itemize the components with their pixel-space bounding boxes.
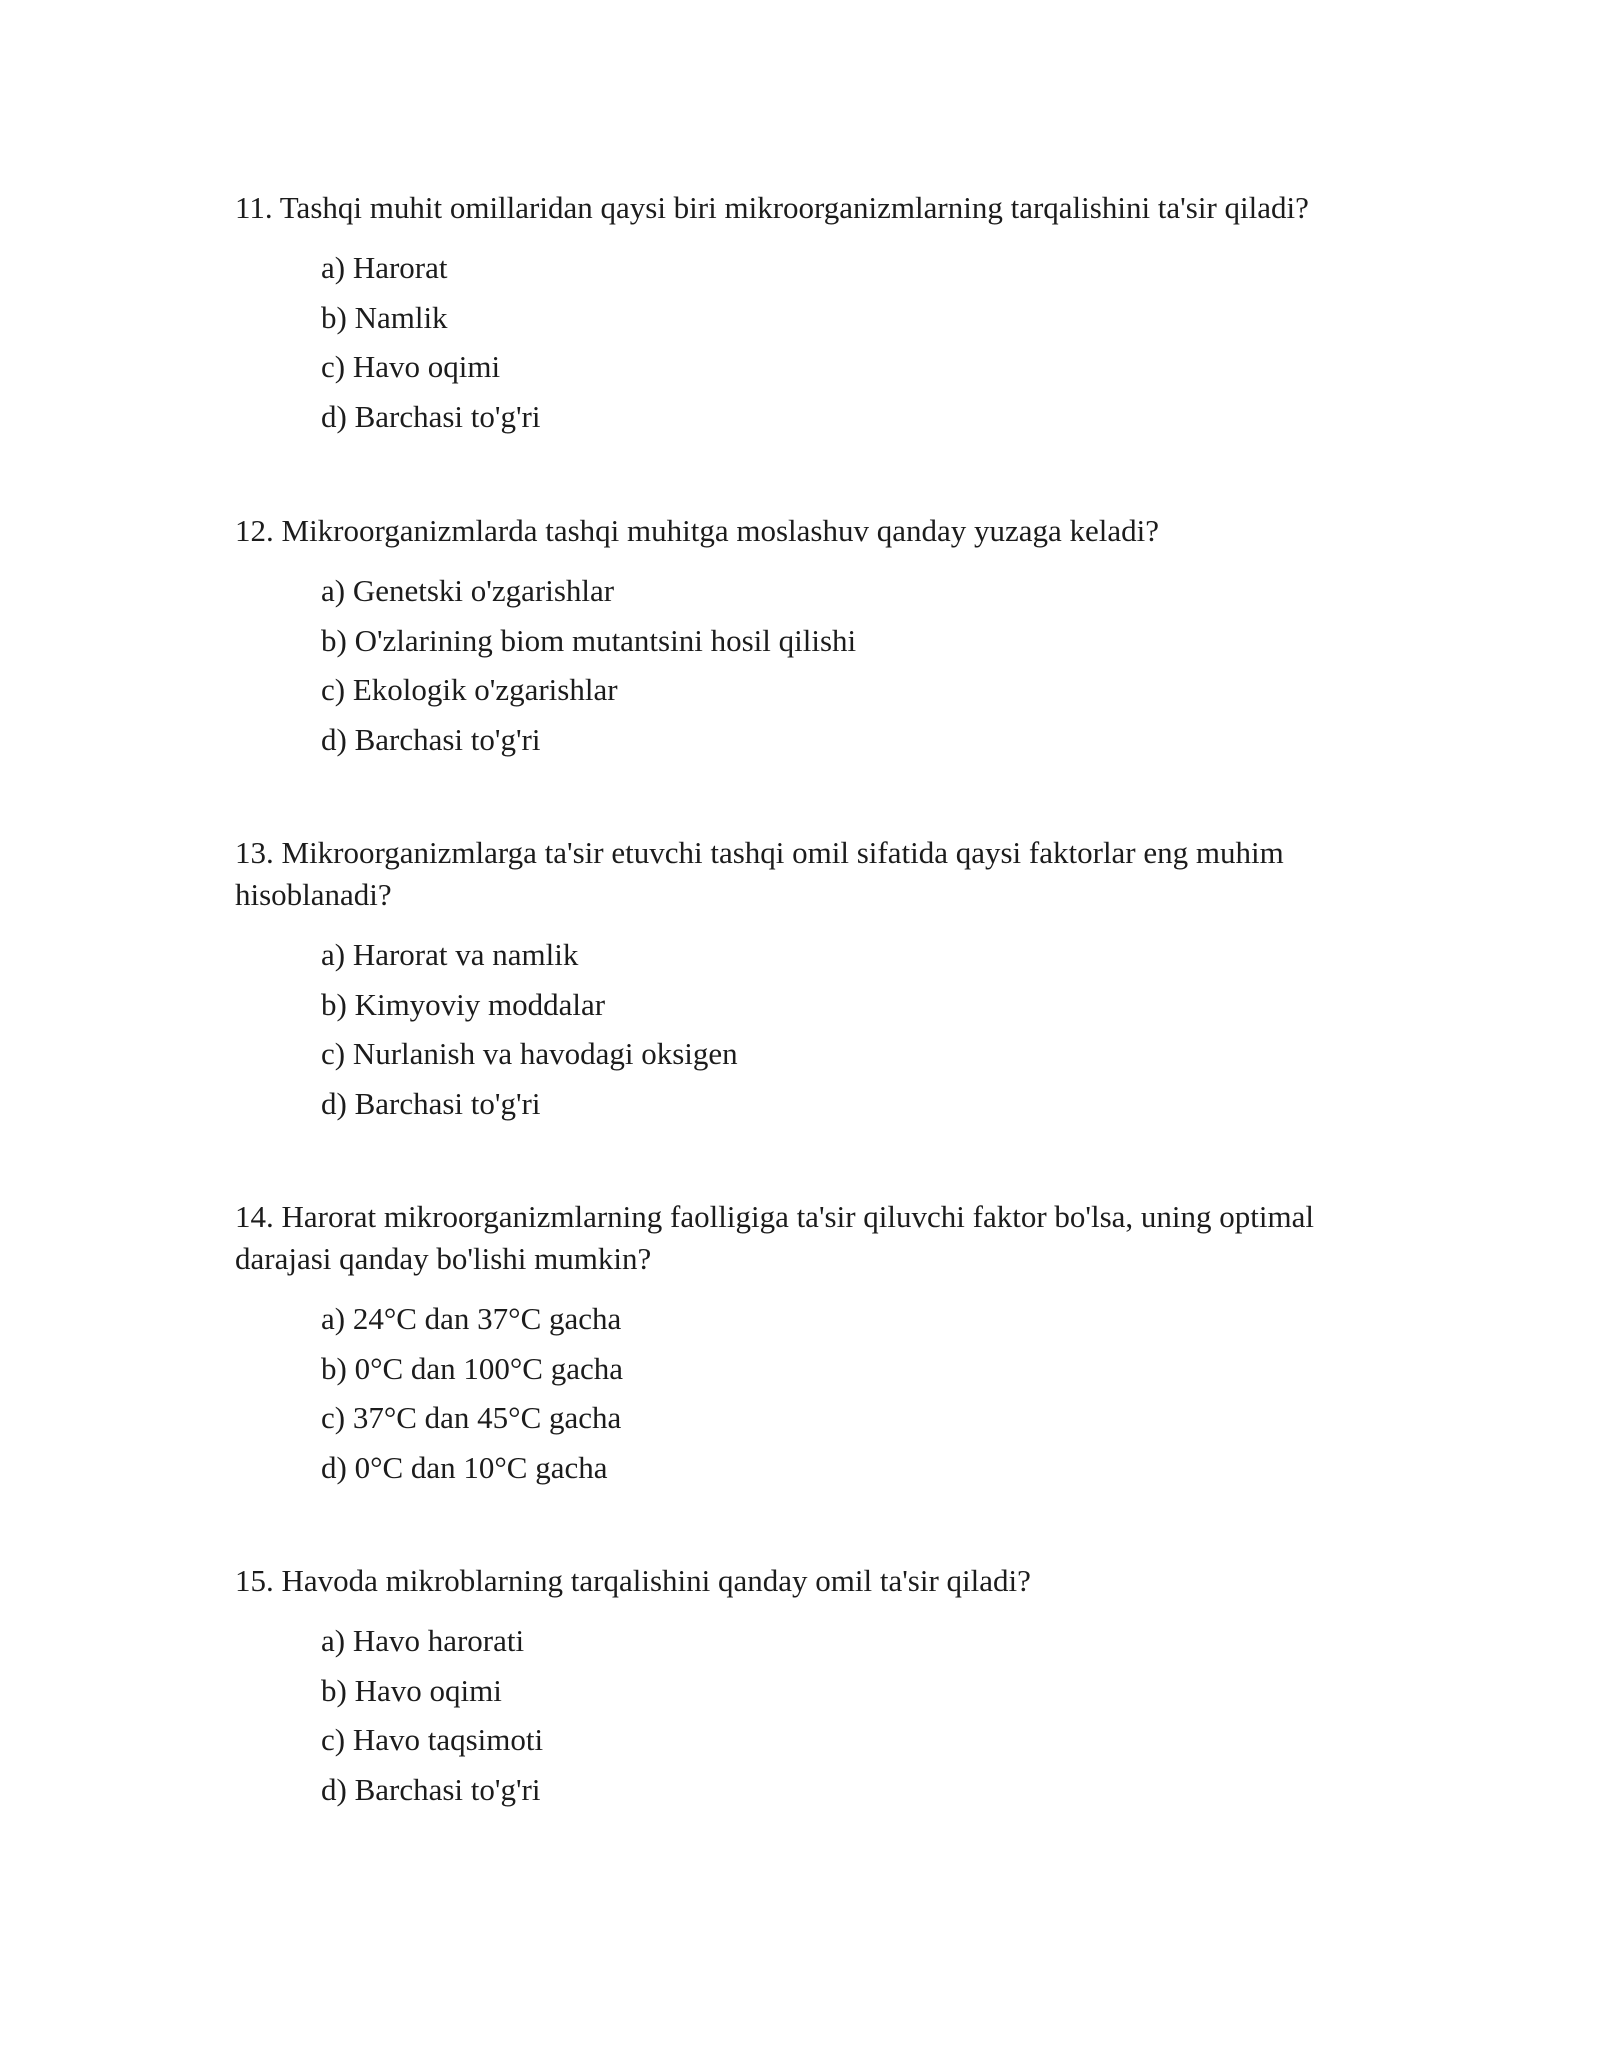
option-c: c) Nurlanish va havodagi oksigen	[321, 1036, 738, 1071]
option-c: c) Ekologik o'zgarishlar	[321, 672, 618, 707]
options-list	[321, 243, 1365, 441]
options-list	[321, 1616, 1365, 1814]
option-d: d) Barchasi to'g'ri	[321, 721, 541, 757]
options-list	[321, 930, 1365, 1128]
option-a: a) Harorat va namlik	[321, 937, 579, 972]
option-a: a) Genetski o'zgarishlar	[321, 573, 615, 608]
option-a: a) Havo harorati	[321, 1623, 525, 1658]
question-11	[235, 187, 1365, 441]
option-d: d) 0°C dan 10°C gacha	[321, 1449, 608, 1485]
question-text: 13. Mikroorganizmlarga ta'sir etuvchi tashqi omil sifatida qaysi faktorlar eng muhim hisoblanadi?	[235, 835, 1284, 912]
question-15	[235, 1560, 1365, 1814]
option-d: d) Barchasi to'g'ri	[321, 398, 541, 434]
question-12	[235, 510, 1365, 764]
question-text: 11. Tashqi muhit omillaridan qaysi biri mikroorganizmlarning tarqalishini ta'sir qiladi?	[235, 190, 1309, 225]
options-list	[321, 1294, 1365, 1492]
option-c: c) Havo taqsimoti	[321, 1722, 544, 1757]
option-b: b) 0°C dan 100°C gacha	[321, 1350, 624, 1386]
question-text: 12. Mikroorganizmlarda tashqi muhitga moslashuv qanday yuzaga keladi?	[235, 513, 1160, 548]
options-list	[321, 566, 1365, 764]
question-text: 15. Havoda mikroblarning tarqalishini qanday omil ta'sir qiladi?	[235, 1563, 1031, 1598]
option-a: a) Harorat	[321, 250, 448, 285]
option-b: b) Havo oqimi	[321, 1672, 502, 1708]
question-14	[235, 1196, 1365, 1492]
question-text: 14. Harorat mikroorganizmlarning faolligiga ta'sir qiluvchi faktor bo'lsa, uning optimal darajasi qanday bo'lishi mumkin?	[235, 1199, 1314, 1276]
option-c: c) 37°C dan 45°C gacha	[321, 1400, 622, 1435]
option-c: c) Havo oqimi	[321, 349, 501, 384]
option-d: d) Barchasi to'g'ri	[321, 1085, 541, 1121]
option-b: b) O'zlarining biom mutantsini hosil qilishi	[321, 622, 857, 658]
option-b: b) Kimyoviy moddalar	[321, 986, 606, 1022]
question-13	[235, 832, 1365, 1128]
option-a: a) 24°C dan 37°C gacha	[321, 1301, 622, 1336]
option-d: d) Barchasi to'g'ri	[321, 1771, 541, 1807]
option-b: b) Namlik	[321, 299, 448, 335]
